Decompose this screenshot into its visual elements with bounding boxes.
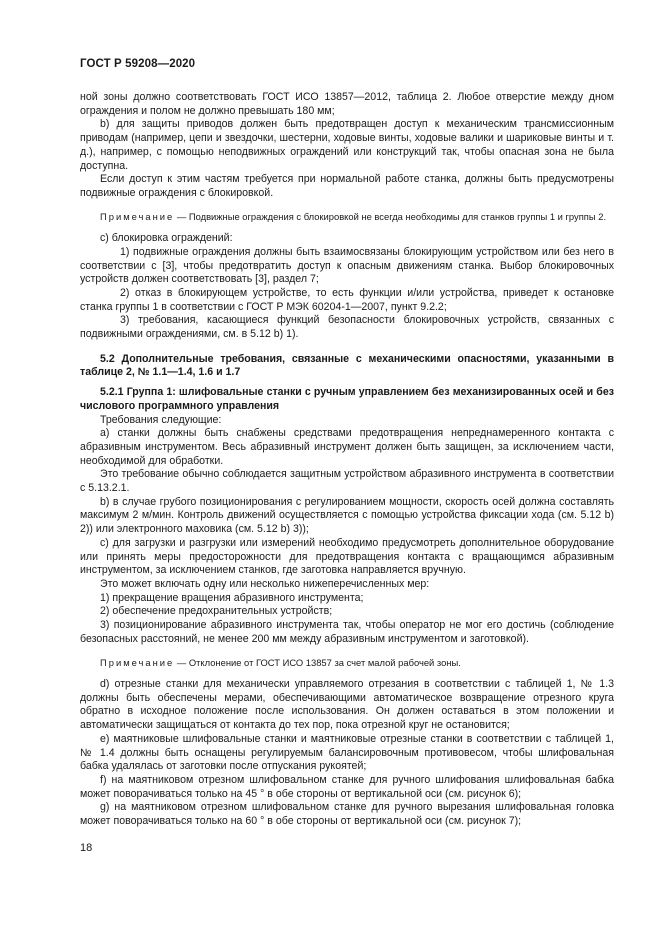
document-body xyxy=(80,91,614,829)
note xyxy=(80,657,614,670)
note-label: Примечание xyxy=(100,656,175,668)
list-item-g: g) на маятниковом отрезном шлифовальном станке для ручного вырезания шлифовальная головка может поворачиваться только на 60 ° в обе стороны от вертикальной оси (см. рисунок 7); xyxy=(80,801,614,828)
page-number: 18 xyxy=(80,842,93,854)
document-header: ГОСТ Р 59208—2020 xyxy=(80,58,196,70)
sub-item-2: 2) отказ в блокирующем устройстве, то есть функции и/или устройства, приведет к остановке станка группы 1 в соответствии с ГОСТ Р МЭК 60204-1—2007, пункт 9.2.2; xyxy=(80,286,614,313)
list-item-f: f) на маятниковом отрезном шлифовальном станке для ручного шлифования шлифовальная бабка может поворачиваться только на 45 ° в обе стороны от вертикальной оси (см. рисунок 6); xyxy=(80,773,614,800)
note-text: — Подвижные ограждения с блокировкой не всегда необходимы для станков группы 1 и группы 2. xyxy=(174,210,607,222)
list-item-e: е) маятниковые шлифовальные станки и маятниковые отрезные станки в соответствии с таблицей 1, № 1.4 должны быть оснащены регулируемым балансировочным противовесом, чтобы шлифовальная бабка удалялась от заготовки после отпускания рукоятей; xyxy=(80,732,614,773)
paragraph: Если доступ к этим частям требуется при нормальной работе станка, должны быть предусмотрены подвижные ограждения с блокировкой. xyxy=(80,173,614,199)
paragraph: Это требование обычно соблюдается защитным устройством абразивного инструмента в соответствии с 5.13.2.1. xyxy=(80,468,614,495)
sub-item-2: 2) обеспечение предохранительных устройств; xyxy=(100,605,333,618)
paragraph: Требования следующие: xyxy=(100,413,222,426)
paragraph: Это может включать одну или несколько нижеперечисленных мер: xyxy=(100,578,430,590)
note xyxy=(80,211,614,224)
note-text: — Отклонение от ГОСТ ИСО 13857 за счет малой рабочей зоны. xyxy=(174,656,461,668)
list-item-c: с) для загрузки и разгрузки или измерений необходимо предусмотреть дополнительное оборудование или принять меры предосторожности для предотвращения контакта с вращающимся абразивным инструментом, за исключением станков, где заготовка направляется вручную. xyxy=(80,536,614,577)
list-item-b: b) в случае грубого позиционирования с регулированием мощности, скорость осей должна составлять максимум 2 м/мин. Контроль движений осуществляется с помощью устройства фиксации хода (см. 5.12 b) 2)) или электронного маховика (см. 5.12 b) 3)); xyxy=(80,495,614,536)
section-heading-5-2-1: 5.2.1 Группа 1: шлифовальные станки с ручным управлением без механизированных осей и без числового программного управления xyxy=(80,386,614,412)
paragraph: ной зоны должно соответствовать ГОСТ ИСО 13857—2012, таблица 2. Любое отверстие между дном ограждения и полом не должно превышать 180 мм; xyxy=(80,91,614,117)
list-item-b: b) для защиты приводов должен быть предотвращен доступ к механическим трансмиссионным приводам (например, цепи и звездочки, шестерни, ходовые винты, ходовые валики и шариковые винты и т. д.), например, с помощью неподвижных ограждений или конструкций так, чтобы опасная зона не была доступна. xyxy=(80,118,614,172)
sub-item-1: 1) прекращение вращения абразивного инструмента; xyxy=(100,591,364,604)
list-item-c: с) блокировка ограждений: xyxy=(100,232,233,245)
sub-item-3: 3) требования, касающиеся функций безопасности блокировочных устройств, связанных с подвижными ограждениями, см. в 5.12 b) 1). xyxy=(80,314,614,341)
sub-item-3: 3) позиционирование абразивного инструмента так, чтобы оператор не мог его достичь (соблюдение безопасных расстояний, не менее 200 мм между абразивным инструментом и заготовкой). xyxy=(80,619,614,645)
list-item-d: d) отрезные станки для механически управляемого отрезания в соответствии с таблицей 1, № 1.3 должны быть обеспечены мерами, обеспечивающими автоматическое возвращение отрезного круга обратно в исходное положение после использования. Он должен оставаться в этом положении и автоматически защищаться от контакта до тех пор, пока отрезной круг не остановится; xyxy=(80,678,614,732)
section-heading-5-2: 5.2 Дополнительные требования, связанные с механическими опасностями, указанными в таблице 2, № 1.1—1.4, 1.6 и 1.7 xyxy=(80,352,614,379)
sub-item-1: 1) подвижные ограждения должны быть взаимосвязаны блокирующим устройством или без него в соответствии с [3], чтобы предотвратить доступ к опасным движениям станка. Выбор блокировочных устройств должен соответствовать [3], раздел 7; xyxy=(80,245,614,286)
list-item-a: а) станки должны быть снабжены средствами предотвращения непреднамеренного контакта с абразивным инструментом. Весь абразивный инструмент должен быть защищен, за исключением части, необходимой для обработки. xyxy=(80,427,614,467)
note-label: Примечание xyxy=(100,210,175,222)
